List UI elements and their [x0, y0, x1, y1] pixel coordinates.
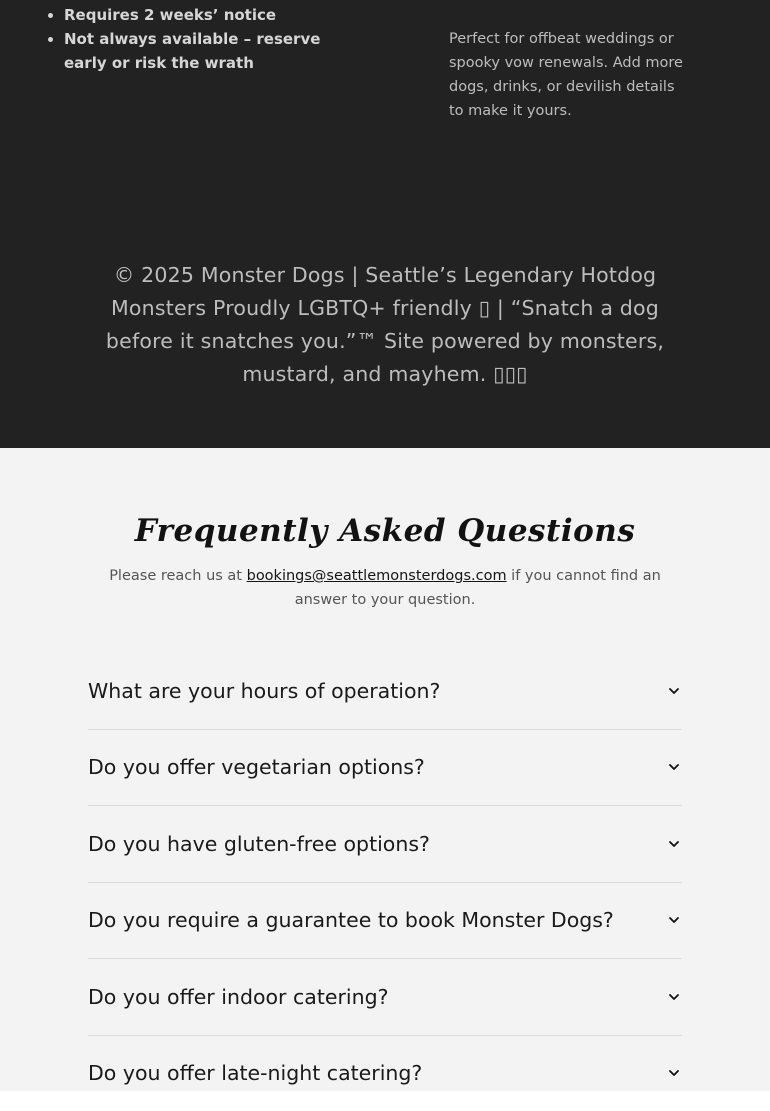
faq-question-label: What are your hours of operation?	[88, 679, 441, 703]
chevron-down-icon	[668, 914, 680, 926]
chevron-down-icon	[668, 685, 680, 697]
faq-item-vegetarian[interactable]	[88, 729, 682, 806]
chevron-down-icon	[668, 1067, 680, 1079]
faq-question-label: Do you offer late-night catering?	[88, 1061, 423, 1085]
faq-intro	[85, 564, 685, 612]
package-footer-section	[0, 0, 770, 448]
faq-intro-before: Please reach us at	[109, 568, 247, 584]
chevron-down-icon	[668, 761, 680, 773]
faq-question-label: Do you require a guarantee to book Monster Dogs?	[88, 908, 614, 932]
faq-item-guarantee[interactable]	[88, 882, 682, 959]
faq-question-label: Do you offer indoor catering?	[88, 985, 389, 1009]
package-description: Perfect for offbeat weddings or spooky vow renewals. Add more dogs, drinks, or devilish details to make it yours.	[449, 31, 683, 119]
faq-question-label: Do you have gluten-free options?	[88, 832, 430, 856]
faq-email-link[interactable]: bookings@seattlemonsterdogs.com	[246, 568, 507, 584]
faq-intro-after: if you cannot find an answer to your question.	[294, 568, 661, 608]
faq-item-indoor[interactable]	[88, 959, 682, 1036]
faq-heading: Frequently Asked Questions	[134, 513, 636, 549]
requirement-notice: • Requires 2 weeks’ notice	[64, 3, 364, 27]
package-requirements-list	[46, 3, 364, 75]
requirement-availability: • Not always available – reserve early or risk the wrath	[64, 27, 364, 75]
footer-copyright: © 2025 Monster Dogs | Seattle’s Legendary Hotdog Monsters Proudly LGBTQ+ friendly ▯ | “Snatch a dog before it snatches you.”™ Site powered by monsters, mustard, and mayhem. ▯▯▯	[105, 263, 665, 386]
chevron-down-icon	[668, 838, 680, 850]
faq-item-hours[interactable]	[88, 653, 682, 730]
faq-item-late-night[interactable]	[88, 1035, 682, 1111]
chevron-down-icon	[668, 991, 680, 1003]
faq-item-gluten-free[interactable]	[88, 806, 682, 883]
faq-question-label: Do you offer vegetarian options?	[88, 755, 425, 779]
